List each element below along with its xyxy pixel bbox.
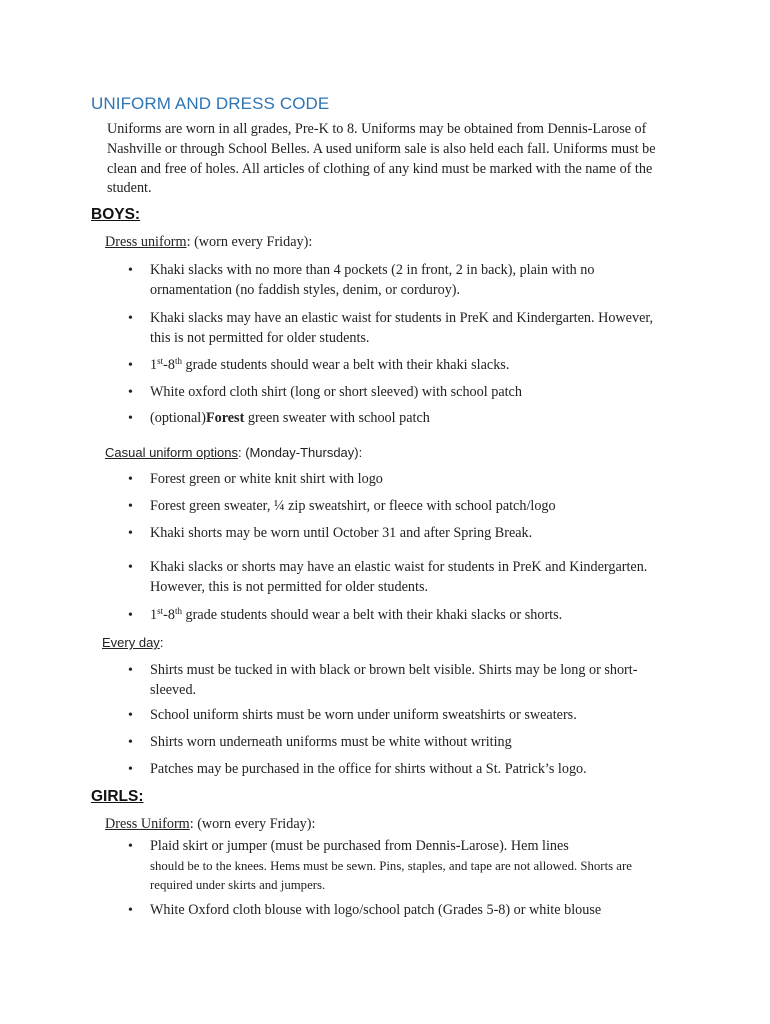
list-item: • Khaki shorts may be worn until October 31 and after Spring Break. bbox=[150, 524, 670, 544]
list-item bbox=[150, 837, 670, 896]
list-item: • Khaki slacks with no more than 4 pockets (2 in front, 2 in back), plain with no ornamentation (no faddish styles, denim, or corduroy). bbox=[150, 261, 670, 300]
list-item: • Forest green or white knit shirt with logo bbox=[150, 470, 670, 490]
superscript: st bbox=[157, 356, 164, 366]
list-item-text: -8 bbox=[163, 607, 175, 623]
boys-dress-suffix: : (worn every Friday): bbox=[186, 234, 313, 250]
list-item-text: grade students should wear a belt with their khaki slacks. bbox=[181, 357, 510, 373]
list-item-text: -8 bbox=[163, 357, 175, 373]
list-item-text: (optional) bbox=[150, 410, 206, 426]
girls-dress-suffix: : (worn every Friday): bbox=[189, 816, 316, 832]
list-item: • Shirts worn underneath uniforms must be white without writing bbox=[150, 733, 670, 753]
superscript: th bbox=[174, 356, 182, 366]
list-item: • Khaki slacks may have an elastic waist for students in PreK and Kindergarten. However, this is not permitted for older students. bbox=[150, 309, 670, 348]
list-item: • Forest green sweater, ¼ zip sweatshirt, or fleece with school patch/logo bbox=[150, 497, 670, 517]
boys-everyday-suffix: : bbox=[159, 635, 164, 650]
list-item-text: grade students should wear a belt with their khaki slacks or shorts. bbox=[181, 607, 563, 623]
list-item-text: 1 bbox=[150, 357, 158, 373]
list-item-text: green sweater with school patch bbox=[244, 410, 430, 426]
list-item bbox=[150, 409, 670, 429]
list-item: • Khaki slacks or shorts may have an elastic waist for students in PreK and Kindergarten. However, this is not permitted for older students. bbox=[150, 558, 670, 597]
list-item-text: 1 bbox=[150, 607, 158, 623]
list-item bbox=[150, 356, 670, 376]
boys-casual-suffix: : (Monday-Thursday): bbox=[237, 445, 363, 460]
girls-dress-subheading bbox=[105, 816, 315, 833]
page-title: UNIFORM AND DRESS CODE bbox=[91, 94, 330, 113]
boys-everyday-subheading bbox=[102, 635, 163, 650]
boys-heading: BOYS: bbox=[91, 206, 141, 223]
boys-dress-label: Dress uniform bbox=[105, 234, 187, 250]
list-item: • White Oxford cloth blouse with logo/school patch (Grades 5-8) or white blouse bbox=[150, 901, 670, 921]
boys-everyday-label: Every day bbox=[102, 635, 160, 650]
list-item: • Patches may be purchased in the office for shirts without a St. Patrick’s logo. bbox=[150, 760, 670, 780]
superscript: th bbox=[174, 606, 182, 616]
girls-dress-label: Dress Uniform bbox=[105, 816, 190, 832]
list-item bbox=[150, 606, 670, 626]
list-item: • White oxford cloth shirt (long or short sleeved) with school patch bbox=[150, 383, 670, 403]
boys-casual-subheading bbox=[105, 445, 362, 460]
list-item-small-text: should be to the knees. Hems must be sewn. Pins, staples, and tape are not allowed. Shorts are required under skirts and jumpers. bbox=[150, 858, 632, 892]
list-item: • School uniform shirts must be worn under uniform sweatshirts or sweaters. bbox=[150, 706, 670, 726]
girls-heading: GIRLS: bbox=[91, 788, 144, 805]
superscript: st bbox=[157, 606, 164, 616]
intro-paragraph: Uniforms are worn in all grades, Pre-K to 8. Uniforms may be obtained from Dennis-Larose of Nashville or through School Belles. A used uniform sale is also held each fall. Uniforms must be clean and free of holes. All articles of clothing of any kind must be marked with the name of the student. bbox=[107, 121, 656, 197]
list-item-bold-text: Forest bbox=[205, 410, 245, 426]
list-item-text: Plaid skirt or jumper (must be purchased from Dennis-Larose). Hem lines bbox=[150, 838, 569, 854]
list-item: • Shirts must be tucked in with black or brown belt visible. Shirts may be long or short-sleeved. bbox=[150, 661, 670, 700]
boys-casual-label: Casual uniform options bbox=[105, 445, 238, 460]
boys-dress-subheading bbox=[105, 234, 312, 251]
